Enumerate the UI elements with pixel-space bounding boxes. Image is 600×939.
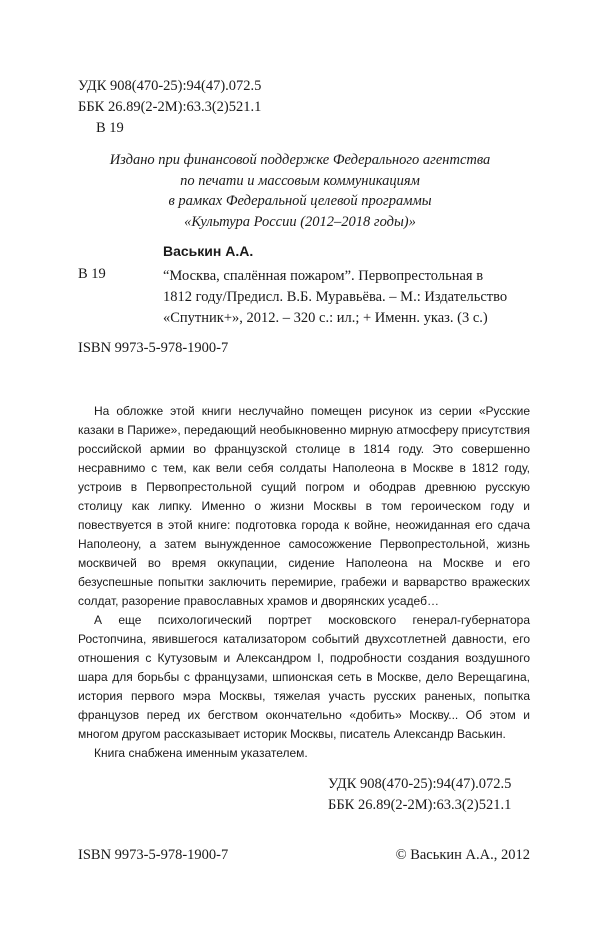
annotation-paragraph: На обложке этой книги неслучайно помещен рисунок из серии «Русские казаки в Париже», передающий необыкновенно мирную атмосферу присутствия российской армии во французской столице в 1814 году. Это совершенно несравнимо с тем, как вели себя солдаты Наполеона в Москве в 1812 году, устроив в Первопрестольной сущий погром и ободрав древнюю русскую столицу как липку. Именно о жизни Москвы в том героическом году и повествуется в этой книге: подготовка города к войне, неожиданная его сдача Наполеону, а затем вынужденное самосожжение Первопрестольной, жизнь москвичей во время оккупации, сидение Наполеона на Москве и его безуспешные попытки заключить перемирие, грабежи и варварство вражеских солдат, разорение православных храмов и дворянских усадеб… (78, 404, 530, 608)
author-mark: В 19 (78, 266, 106, 282)
bbk-code-bottom: ББК 26.89(2-2М):63.3(2)521.1 (328, 797, 512, 813)
bbk-code-top: ББК 26.89(2-2М):63.3(2)521.1 (78, 99, 262, 115)
annotation-paragraph: А еще психологический портрет московского генерал-губернатора Ростопчина, явившегося катализатором событий двухсотлетней давности, его отношения с Кутузовым и Александром I, подробности создания воздушного шара для борьбы с французами, шпионская сеть в Москве, дело Верещагина, история первого мэра Москвы, тяжелая участь русских раненых, попытка французов перед их бегством окончательно «добить» Москву... Об этом и многом другом рассказывает историк Москвы, писатель Александр Васькин. (78, 613, 530, 741)
funding-note (70, 150, 530, 232)
bibliographic-line: “Москва, спалённая пожаром”. Первопрестольная в (163, 268, 484, 284)
annotation-paragraph: Книга снабжена именным указателем. (94, 746, 308, 760)
copyright-notice: © Васькин А.А., 2012 (395, 847, 530, 863)
bibliographic-line: «Спутник+», 2012. – 320 с.: ил.; + Именн. указ. (3 с.) (163, 310, 488, 326)
funding-note-line: по печати и массовым коммуникациям (180, 172, 420, 189)
udk-code-top: УДК 908(470-25):94(47).072.5 (78, 78, 262, 94)
funding-note-line: «Культура России (2012–2018 годы)» (184, 213, 416, 230)
udk-code-bottom: УДК 908(470-25):94(47).072.5 (328, 776, 512, 792)
bibliographic-description (163, 266, 533, 329)
funding-note-line: Издано при финансовой поддержке Федерального агентства (109, 152, 491, 168)
author-name: Васькин А.А. (163, 243, 254, 259)
author-mark-top: В 19 (96, 120, 124, 136)
bibliographic-line: 1812 году/Предисл. В.Б. Муравьёва. – М.: Издательство (163, 289, 508, 305)
isbn-bottom: ISBN 9973-5-978-1900-7 (78, 847, 229, 863)
annotation (78, 402, 530, 763)
isbn-top: ISBN 9973-5-978-1900-7 (78, 340, 229, 356)
funding-note-line: в рамках Федеральной целевой программы (168, 193, 432, 209)
